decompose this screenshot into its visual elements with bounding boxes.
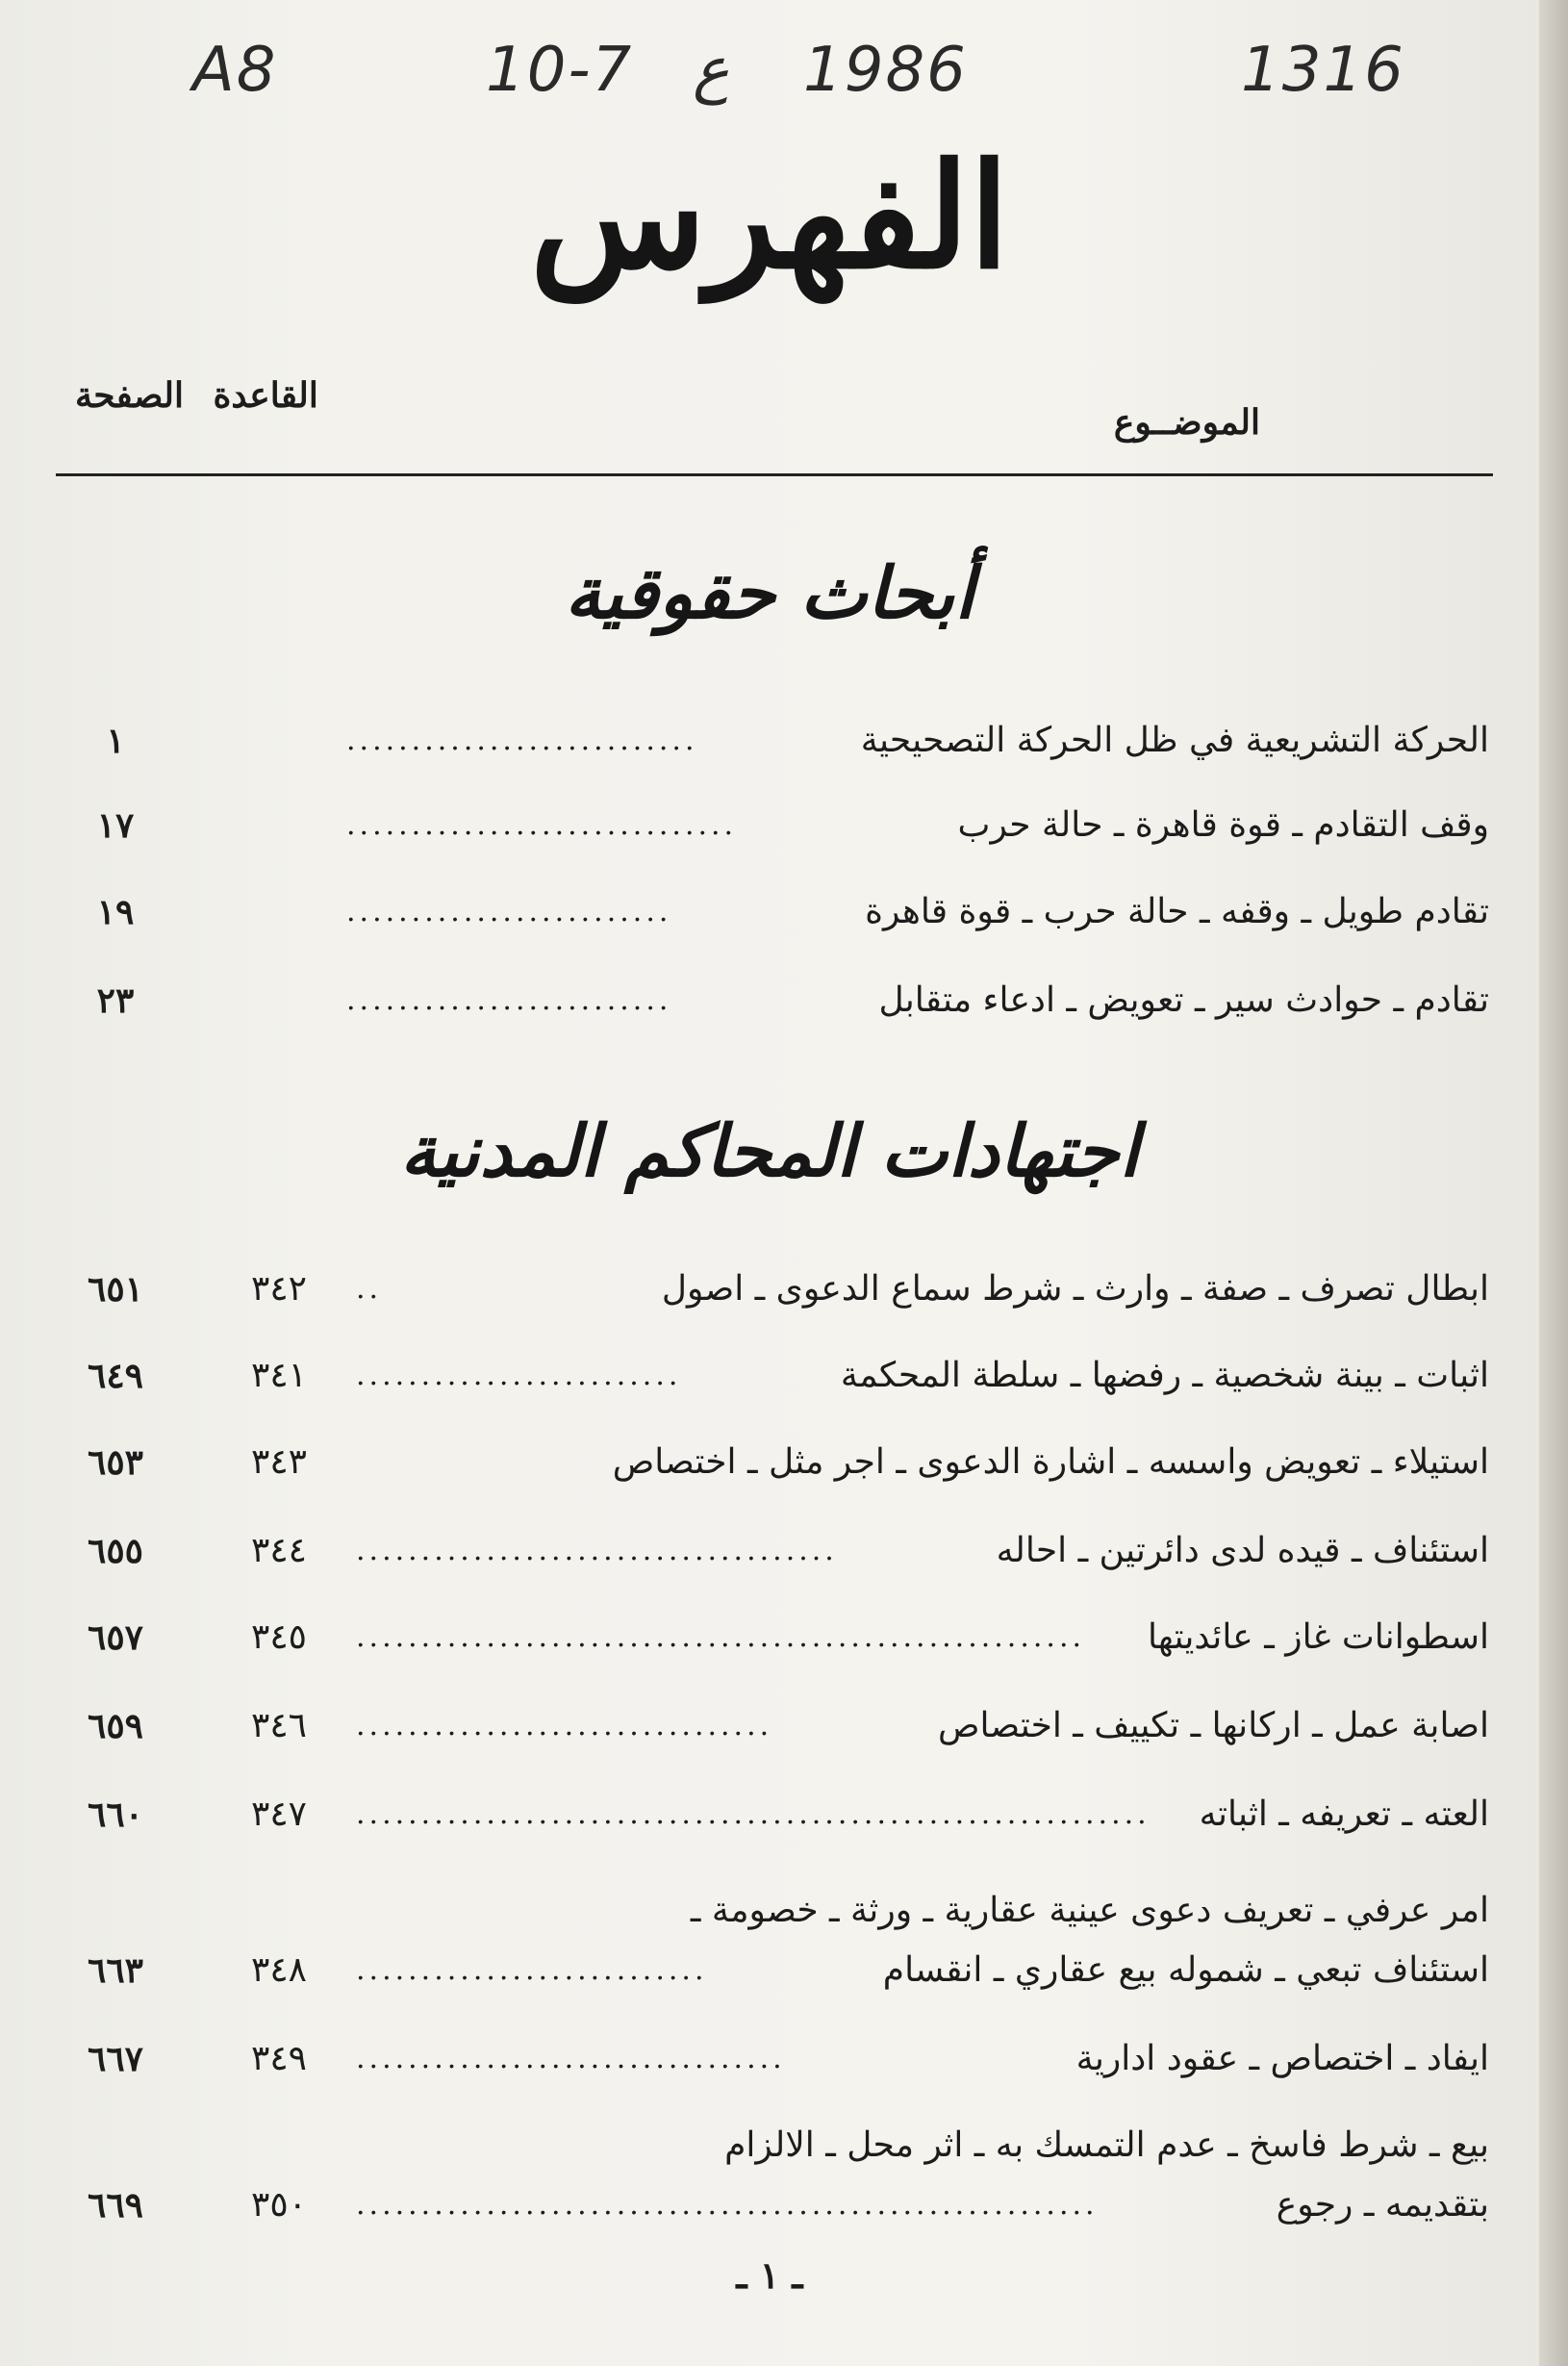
index-row-subject: اصابة عمل ـ اركانها ـ تكييف ـ اختصاص xyxy=(938,1706,1489,1745)
index-row xyxy=(0,1522,1539,1580)
dot-leader: ..................................... xyxy=(356,1534,838,1567)
index-row-page: ١٩ xyxy=(96,892,135,932)
index-row-subject: وقف التقادم ـ قوة قاهرة ـ حالة حرب xyxy=(957,805,1489,845)
column-header-subject: الموضــوع xyxy=(1113,402,1260,443)
index-row-rule: ٣٤٢ xyxy=(250,1269,307,1309)
index-row-page: ١٧ xyxy=(96,805,135,846)
index-row-subject: تقادم ـ حوادث سير ـ تعويض ـ ادعاء متقابل xyxy=(878,980,1489,1020)
index-row-multiline xyxy=(0,1891,1539,1999)
dot-leader: .............................. xyxy=(346,808,738,842)
index-row-page: ٦٤٩ xyxy=(87,1356,143,1396)
index-row-subject-line1: بيع ـ شرط فاسخ ـ عدم التمسك به ـ اثر محل ـ الالزام xyxy=(724,2125,1489,2165)
index-row-rule: ٣٤١ xyxy=(250,1356,307,1395)
page-number-footer: ـ ١ ـ xyxy=(736,2253,803,2297)
dot-leader: ......................... xyxy=(346,983,672,1017)
index-row xyxy=(0,712,1539,770)
column-headers xyxy=(0,375,1539,443)
header-divider xyxy=(56,473,1493,476)
index-row xyxy=(0,1434,1539,1491)
index-row-rule: ٣٤٤ xyxy=(250,1531,307,1570)
index-row-rule: ٣٤٧ xyxy=(250,1794,307,1834)
index-row xyxy=(0,797,1539,854)
index-row-page: ٦٦٧ xyxy=(87,2039,143,2079)
index-row xyxy=(0,2030,1539,2088)
index-row xyxy=(0,1697,1539,1755)
index-row-rule: ٣٥٠ xyxy=(250,2185,307,2225)
index-row-subject: العته ـ تعريفه ـ اثباته xyxy=(1199,1794,1489,1834)
index-row xyxy=(0,1347,1539,1405)
index-row-subject: بتقديمه ـ رجوع xyxy=(1276,2185,1489,2225)
index-row-subject: استيلاء ـ تعويض واسسه ـ اشارة الدعوى ـ اجر مثل ـ اختصاص xyxy=(612,1442,1489,1482)
handwritten-code: A8 xyxy=(192,35,278,106)
dot-leader: ............................................................. xyxy=(356,1797,1151,1831)
index-row-rule: ٣٤٩ xyxy=(250,2039,307,2078)
column-header-page: الصفحة xyxy=(75,375,184,416)
handwritten-annotations xyxy=(0,35,1539,121)
handwritten-letter: ع xyxy=(693,35,730,106)
dot-leader: ......................... xyxy=(356,1359,682,1392)
index-row-page: ٦٥٣ xyxy=(87,1442,143,1483)
index-row-subject: اسطوانات غاز ـ عائديتها xyxy=(1147,1617,1489,1657)
index-row-rule: ٣٤٨ xyxy=(250,1950,307,1990)
index-row xyxy=(0,1786,1539,1844)
binding-edge xyxy=(1539,0,1568,2366)
dot-leader: .. xyxy=(356,1272,383,1306)
handwritten-serial: 1316 xyxy=(1241,35,1405,106)
index-row xyxy=(0,1260,1539,1318)
index-row-page: ٦٦٣ xyxy=(87,1950,143,1991)
section-title-civil-court-rulings: اجتهادات المحاكم المدنية xyxy=(399,1110,1139,1193)
dot-leader: ................................. xyxy=(356,2042,786,2075)
dot-leader: ......................................................... xyxy=(356,2188,1099,2222)
dot-leader: ................................ xyxy=(356,1709,773,1743)
index-row-page: ٦٥٧ xyxy=(87,1617,143,1658)
index-row-page: ٦٥١ xyxy=(87,1269,143,1310)
column-headers-numbers xyxy=(58,375,318,416)
page-title: الفهرس xyxy=(529,132,1010,301)
index-row-multiline xyxy=(0,2125,1539,2234)
index-row xyxy=(0,1609,1539,1666)
index-row-page: ٦٥٩ xyxy=(87,1706,143,1746)
dot-leader: ........................................................ xyxy=(356,1620,1086,1654)
handwritten-number: 10-7 xyxy=(486,35,634,106)
index-row-page: ٦٦٩ xyxy=(87,2185,143,2226)
index-row-page: ٦٥٥ xyxy=(87,1531,143,1571)
index-row-rule: ٣٤٣ xyxy=(250,1442,307,1482)
dot-leader: ........................... xyxy=(346,724,698,757)
index-row-rule: ٣٤٥ xyxy=(250,1617,307,1657)
index-row-page: ١ xyxy=(106,721,125,761)
index-row xyxy=(0,972,1539,1030)
handwritten-year: 1986 xyxy=(803,35,968,106)
index-row-subject: استئناف ـ قيده لدى دائرتين ـ احاله xyxy=(996,1531,1489,1570)
dot-leader: ......................... xyxy=(346,895,672,929)
section-title-legal-research: أبحاث حقوقية xyxy=(565,552,974,635)
index-row-subject: اثبات ـ بينة شخصية ـ رفضها ـ سلطة المحكمة xyxy=(840,1356,1489,1395)
index-row-subject-line1: امر عرفي ـ تعريف دعوى عينية عقارية ـ ورثة ـ خصومة ـ xyxy=(690,1891,1489,1930)
column-header-rule: القاعدة xyxy=(213,375,318,416)
index-row xyxy=(0,883,1539,941)
index-row-subject: ايفاد ـ اختصاص ـ عقود ادارية xyxy=(1075,2039,1489,2078)
index-row-subject: استئناف تبعي ـ شموله بيع عقاري ـ انقسام xyxy=(882,1950,1489,1990)
index-row-subject: ابطال تصرف ـ صفة ـ وارث ـ شرط سماع الدعوى ـ اصول xyxy=(661,1269,1489,1309)
index-row-subject: تقادم طويل ـ وقفه ـ حالة حرب ـ قوة قاهرة xyxy=(865,892,1489,931)
index-row-subject: الحركة التشريعية في ظل الحركة التصحيحية xyxy=(860,721,1489,760)
index-row-page: ٢٣ xyxy=(96,980,135,1021)
index-row-rule: ٣٤٦ xyxy=(250,1706,307,1745)
index-row-page: ٦٦٠ xyxy=(87,1794,143,1835)
dot-leader: ........................... xyxy=(356,1953,708,1987)
